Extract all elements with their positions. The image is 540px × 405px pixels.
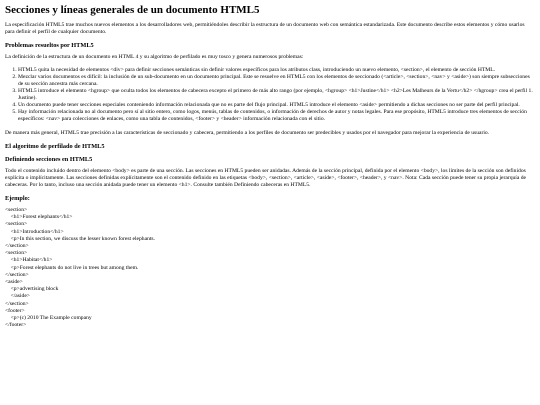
example-heading: Ejemplo: [5, 195, 30, 202]
problems-heading: Problemas resueltos por HTML5 [5, 42, 94, 49]
list-item: 2. Mezclar varios documentos es difícil: la inclusión de un sub-documento en un documento principal. Este se resuelve en HTML5 con los elementos de seccionado (<article>, <section>, <nav> y <aside>) son siempre subsecciones de su sección ancestra más cercana. [18, 74, 535, 88]
list-item: 1. HTML5 quita la necesidad de elementos <div> para definir secciones semánticas sin definir valores específicos para los atributos class, introduciendo un nuevo elemento, <section>, el elemento de sección HTML. [18, 67, 535, 74]
problems-list [5, 67, 535, 123]
list-item: 5. Hay información relacionada no al documento pero sí al sitio entero, como logos, menús, tablas de contenidos, o información de derechos de autor y notas legales. Para ese propósito, HTML5 introduce tres elementos de sección específicos: <nav> para colecciones de enlaces, como una tabla de contenidos, <footer> y <header> información relacionada con el sitio. [18, 109, 535, 123]
list-item: 3. HTML5 introduce el elemento <hgroup> que oculta todos los elementos de cabecera excepto el primero de más alto rango (por ejemplo, <hgroup> <h1>Justine</h1> <h2>Les Malheurs de la Vertu</h2> </hgroup> crea el perfil 1. Justine). [18, 88, 535, 102]
defining-body: Todo el contenido incluido dentro del elemento <body> es parte de una sección. Las secciones en HTML5 pueden ser anidadas. Además de la sección principal, definida por el elemento <body>, los límites de la sección son definidos explícita o implícitamente. Las secciones definidas explícitamente son el contenido definido en las etiquetas <body>, <section>, <article>, <aside>, <footer>, <header>, y <nav>. Nota: Cada sección puede tener su propia jerarquía de cabeceras. Por lo tanto, incluso una sección anidada puede tener un elemento <h1>. Consulte también Definiendo cabeceras en HTML5. [5, 168, 527, 188]
problems-closing: De manera más general, HTML5 trae precisión a las características de seccionado y cabecera, permitiendo a los perfiles de documento ser predecibles y usados por el navegador para mejorar la experiencia de usuario. [5, 130, 490, 136]
example-code: <section> <h1>Forest elephants</h1> <section> <h1>Introduction</h1> <p>In this section, we discuss the lesser known forest elephants. </section> <section> <h1>Habitat</h1> <p>Forest elephants do not live in trees but among them. </section> <aside> <p>advertising block </aside> </section> <footer> <p>(c) 2010 The Example company </footer> [5, 207, 156, 329]
list-item: 4. Un documento puede tener secciones especiales conteniendo información relacionada que no es parte del flujo principal. HTML5 introduce el elemento <aside> permitiendo a dichas secciones no ser parte del perfil principal. [18, 102, 535, 109]
intro-paragraph: La especificación HTML5 trae muchos nuevos elementos a los desarrolladores web, permitiéndoles describir la estructura de un documento web con semántica estandarizada. Este documento describe estos elementos y cómo usarlos para definir el perfil de cualquier documento. [5, 22, 525, 35]
defining-heading: Definiendo secciones en HTML5 [5, 156, 93, 163]
page-title: Secciones y líneas generales de un documento HTML5 [5, 4, 260, 16]
problems-lead: La definición de la estructura de un documento en HTML 4 y su algoritmo de perfilado es muy tosco y genera numerosos problemas: [5, 54, 304, 60]
algorithm-heading: El algoritmo de perfilado de HTML5 [5, 143, 105, 150]
